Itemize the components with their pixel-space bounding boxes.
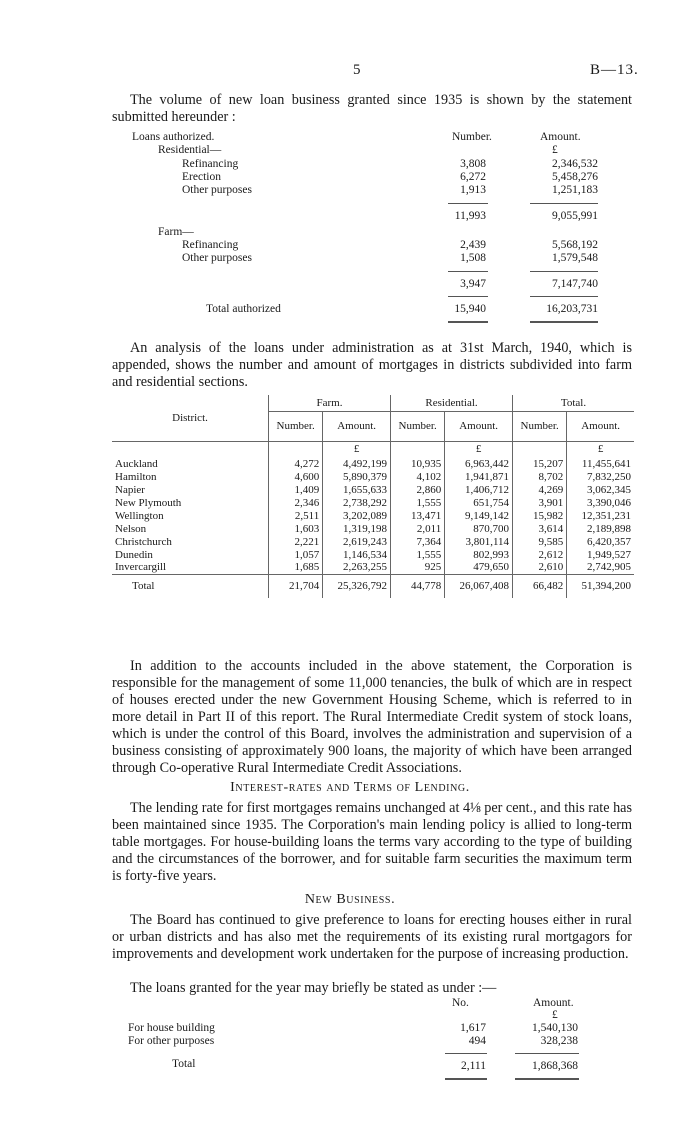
district-value: 12,351,231	[567, 509, 634, 522]
district-row	[112, 548, 634, 561]
rule	[530, 321, 598, 323]
district-value: 15,982	[513, 509, 567, 522]
page-reference: B—13.	[590, 62, 639, 78]
district-value: 2,511	[269, 509, 323, 522]
currency-mark: £	[567, 441, 634, 457]
sub-head: Number.	[391, 411, 445, 441]
new-business-paragraph: The Board has continued to give preference to loans for erecting houses either in rural or urban districts and has also met the requirements of its existing rural mortgagors for improvements and development work undertaken for the purpose of increasing production.	[112, 912, 632, 962]
sub-head: Amount.	[567, 411, 634, 441]
new-row-number: 494	[468, 1035, 486, 1047]
district-value: 2,738,292	[323, 496, 391, 509]
new-row-number: 1,617	[460, 1022, 486, 1034]
res-row-number: 3,808	[460, 158, 486, 170]
district-value: 8,702	[513, 470, 567, 483]
sub-head: Number.	[269, 411, 323, 441]
res-row-number: 6,272	[460, 171, 486, 183]
district-value: 2,742,905	[567, 561, 634, 574]
district-value: 1,057	[269, 548, 323, 561]
district-name: Invercargill	[115, 561, 167, 574]
district-row	[112, 496, 634, 509]
district-value: 9,149,142	[445, 509, 513, 522]
district-value: 2,619,243	[323, 535, 391, 548]
currency-mark: £	[323, 441, 391, 457]
new-total-label: Total	[172, 1058, 196, 1070]
analysis-total-cell: 66,482	[513, 574, 567, 598]
analysis-total-cell: 21,704	[269, 574, 323, 598]
sub-head: Amount.	[445, 411, 513, 441]
district-row	[112, 535, 634, 548]
district-head: District.	[172, 411, 208, 424]
district-value: 5,890,379	[323, 470, 391, 483]
farm-row-label: Other purposes	[182, 252, 252, 264]
district-name: Nelson	[115, 522, 147, 535]
district-name: Napier	[115, 483, 145, 496]
loans-col-amount: Amount.	[540, 131, 581, 143]
district-value: 1,319,198	[323, 522, 391, 535]
res-row-label: Erection	[182, 171, 221, 183]
district-value: 3,614	[513, 522, 567, 535]
page-number: 5	[353, 62, 361, 78]
district-value: 479,650	[445, 561, 513, 574]
res-row-amount: 5,458,276	[552, 171, 598, 183]
res-row-amount: 1,251,183	[552, 184, 598, 196]
district-value: 1,555	[391, 548, 445, 561]
residential-label: Residential—	[158, 144, 222, 156]
rule	[445, 1053, 487, 1054]
group-head-farm: Farm.	[269, 395, 391, 411]
new-row-amount: 1,540,130	[532, 1022, 578, 1034]
group-head-residential: Residential.	[391, 395, 513, 411]
district-value: 4,272	[269, 457, 323, 470]
district-value: 4,600	[269, 470, 323, 483]
district-value: 2,612	[513, 548, 567, 561]
district-value: 1,941,871	[445, 470, 513, 483]
district-value: 3,901	[513, 496, 567, 509]
district-value: 2,263,255	[323, 561, 391, 574]
district-value: 3,062,345	[567, 483, 634, 496]
district-value: 2,346	[269, 496, 323, 509]
farm-row-number: 2,439	[460, 239, 486, 251]
sub-head: Amount.	[323, 411, 391, 441]
district-value: 2,610	[513, 561, 567, 574]
total-authorized-amount: 16,203,731	[546, 303, 598, 315]
district-value: 9,585	[513, 535, 567, 548]
currency-mark: £	[445, 441, 513, 457]
district-value: 925	[391, 561, 445, 574]
district-row	[112, 522, 634, 535]
sub-head: Number.	[513, 411, 567, 441]
district-value: 870,700	[445, 522, 513, 535]
rule	[515, 1078, 579, 1080]
res-row-number: 1,913	[460, 184, 486, 196]
analysis-total-cell: 25,326,792	[323, 574, 391, 598]
district-value: 651,754	[445, 496, 513, 509]
district-value: 4,492,199	[323, 457, 391, 470]
district-value: 2,860	[391, 483, 445, 496]
loans-col-label: Loans authorized.	[132, 131, 215, 143]
new-total-number: 2,111	[460, 1060, 486, 1072]
district-value: 3,202,089	[323, 509, 391, 522]
rule	[448, 203, 488, 204]
district-value: 1,603	[269, 522, 323, 535]
new-row-label: For other purposes	[128, 1035, 215, 1047]
residential-subtotal-number: 11,993	[454, 210, 486, 222]
group-head-total: Total.	[513, 395, 634, 411]
district-value: 6,420,357	[567, 535, 634, 548]
analysis-total-cell: 44,778	[391, 574, 445, 598]
rule	[530, 296, 598, 297]
total-authorized-label: Total authorized	[206, 303, 281, 315]
district-name: Hamilton	[115, 470, 157, 483]
rule	[530, 203, 598, 204]
district-value: 1,655,633	[323, 483, 391, 496]
farm-row-amount: 5,568,192	[552, 239, 598, 251]
new-col-number: No.	[452, 997, 469, 1009]
analysis-paragraph: An analysis of the loans under administration as at 31st March, 1940, which is appended, shows the number and amount of mortgages in districts subdivided into farm and residential sections.	[112, 340, 632, 390]
district-value: 3,801,114	[445, 535, 513, 548]
new-business-paragraph-2: The loans granted for the year may briefly be stated as under :—	[130, 980, 497, 996]
district-row	[112, 470, 634, 483]
farm-label: Farm—	[158, 226, 194, 238]
residential-subtotal-amount: 9,055,991	[552, 210, 598, 222]
district-value: 4,102	[391, 470, 445, 483]
rule	[448, 296, 488, 297]
district-value: 10,935	[391, 457, 445, 470]
district-value: 1,409	[269, 483, 323, 496]
district-value: 2,189,898	[567, 522, 634, 535]
new-col-amount: Amount.	[533, 997, 574, 1009]
rule	[530, 271, 598, 272]
district-value: 3,390,046	[567, 496, 634, 509]
interest-paragraph: The lending rate for first mortgages remains unchanged at 4⅛ per cent., and this rate has been maintained since 1935. The Corporation's main lending policy is allied to long-term table mortgages. For house-building loans the terms vary according to the type of building and the circumstances of the borrower, and for suitable farm securities the maximum term is forty-five years.	[112, 800, 632, 884]
farm-row-label: Refinancing	[182, 239, 239, 251]
district-value: 802,993	[445, 548, 513, 561]
district-value: 1,555	[391, 496, 445, 509]
rule	[515, 1053, 579, 1054]
district-name: Dunedin	[115, 548, 153, 561]
loans-col-number: Number.	[452, 131, 492, 143]
district-rows	[112, 457, 634, 574]
new-total-amount: 1,868,368	[532, 1060, 578, 1072]
district-value: 11,455,641	[567, 457, 634, 470]
district-analysis-table	[112, 395, 634, 598]
district-name: New Plymouth	[115, 496, 182, 509]
district-value: 2,011	[391, 522, 445, 535]
district-value: 1,685	[269, 561, 323, 574]
rule	[445, 1078, 487, 1080]
rule	[448, 271, 488, 272]
district-value: 15,207	[513, 457, 567, 470]
district-value: 4,269	[513, 483, 567, 496]
district-row	[112, 483, 634, 496]
district-name: Wellington	[115, 509, 164, 522]
analysis-total-cell: 51,394,200	[567, 574, 634, 598]
farm-subtotal-amount: 7,147,740	[552, 278, 598, 290]
farm-row-amount: 1,579,548	[552, 252, 598, 264]
new-row-amount: 328,238	[540, 1035, 578, 1047]
new-currency: £	[552, 1009, 558, 1021]
district-value: 13,471	[391, 509, 445, 522]
district-value: 1,406,712	[445, 483, 513, 496]
farm-row-number: 1,508	[460, 252, 486, 264]
total-authorized-number: 15,940	[454, 303, 486, 315]
intro-paragraph: The volume of new loan business granted since 1935 is shown by the statement submitted hereunder :	[112, 92, 632, 125]
analysis-total-label: Total	[112, 574, 269, 598]
district-name: Christchurch	[115, 535, 172, 548]
accounts-paragraph: In addition to the accounts included in the above statement, the Corporation is responsible for the management of some 11,000 tenancies, the bulk of which are in respect of houses erected under the new Government Housing Scheme, which is referred to in more detail in Part II of this report. The Rural Intermediate Credit system of stock loans, which is under the control of this Board, involves the administration and supervision of a business consisting of approximately 900 loans, the majority of which have been arranged through Co-operative Rural Intermediate Credit Associations.	[112, 658, 632, 776]
loans-currency: £	[552, 144, 558, 156]
new-row-label: For house building	[128, 1022, 215, 1034]
district-value: 7,832,250	[567, 470, 634, 483]
farm-subtotal-number: 3,947	[460, 278, 486, 290]
district-value: 7,364	[391, 535, 445, 548]
district-value: 1,146,534	[323, 548, 391, 561]
res-row-label: Refinancing	[182, 158, 239, 170]
analysis-total-cell: 26,067,408	[445, 574, 513, 598]
interest-heading: Interest-rates and Terms of Lending.	[230, 780, 470, 795]
district-value: 6,963,442	[445, 457, 513, 470]
rule	[448, 321, 488, 323]
district-row	[112, 561, 634, 574]
district-name: Auckland	[115, 457, 158, 470]
district-row	[112, 509, 634, 522]
new-business-heading: New Business.	[304, 892, 396, 907]
res-row-label: Other purposes	[182, 184, 252, 196]
district-value: 1,949,527	[567, 548, 634, 561]
district-row	[112, 457, 634, 470]
district-value: 2,221	[269, 535, 323, 548]
res-row-amount: 2,346,532	[552, 158, 598, 170]
